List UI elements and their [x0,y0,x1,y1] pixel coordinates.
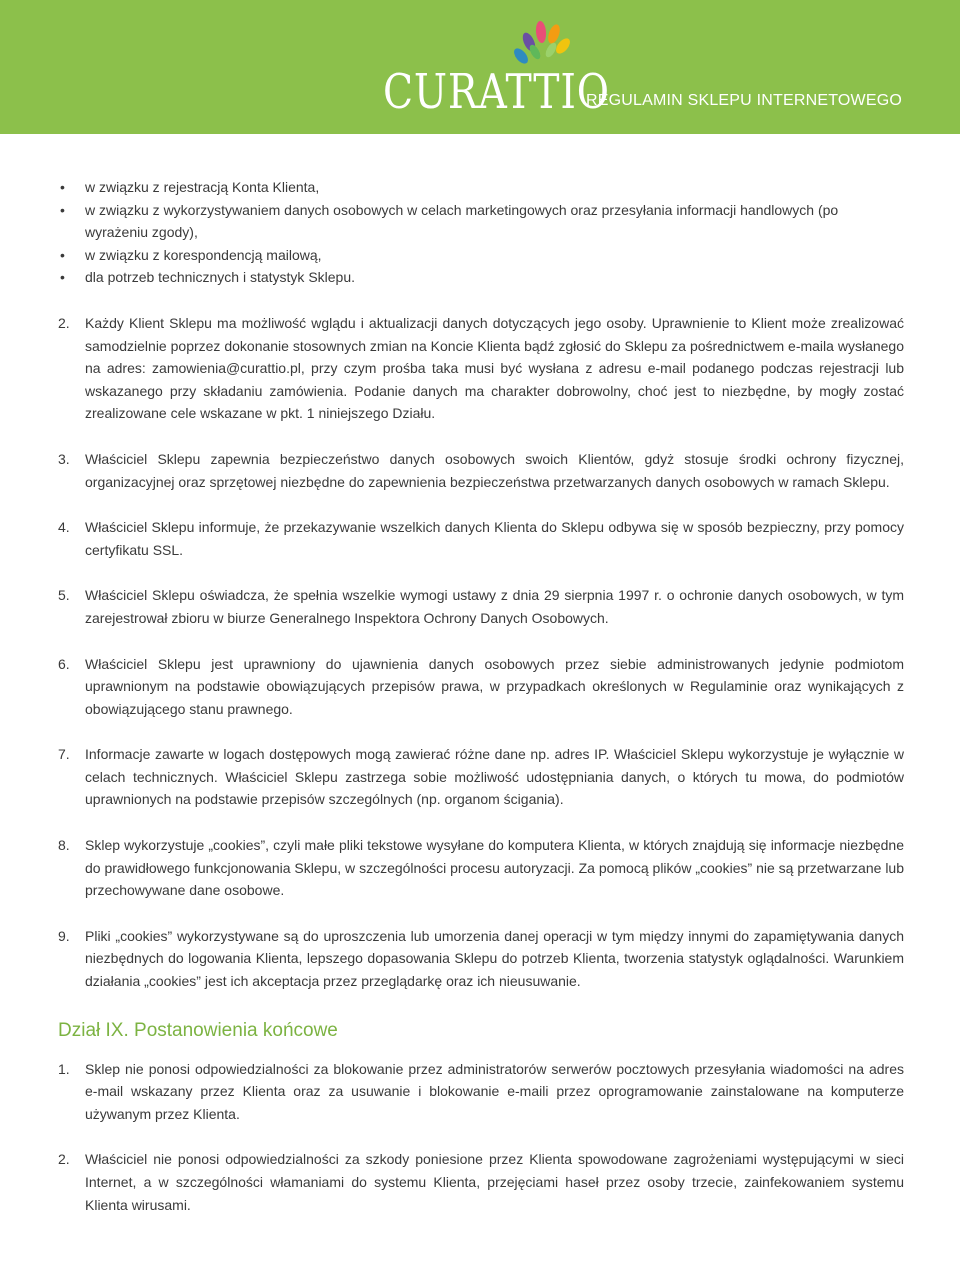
curattio-logo [383,12,610,122]
list-item: • dla potrzeb technicznych i statystyk Sklepu. [58,266,904,289]
numbered-item: 5. Właściciel Sklepu oświadcza, że spełnia wszelkie wymogi ustawy z dnia 29 sierpnia 1997 r. o ochronie danych osobowych, w tym zarejestrował zbioru w biurze Generalnego Inspektora Ochrony Danych Osobowych. [58,587,904,626]
numbered-item: 6. Właściciel Sklepu jest uprawniony do ujawnienia danych osobowych przez siebie administrowanych jedynie podmiotom uprawnionym na podstawie obowiązujących przepisów prawa, w przypadkach określonych w Regulaminie oraz wynikających z obowiązującego stanu prawnego. [58,655,904,717]
bullet-icon: • [60,246,65,263]
brand-name: CURATTIO [383,64,610,120]
numbered-item: 2. Każdy Klient Sklepu ma możliwość wglądu i aktualizacji danych dotyczących jego osoby. Uprawnienie to Klient może zrealizować samodzielnie poprzez dokonanie stosownych zmian na Koncie Klienta bądź zgłosić do Sklepu za pośrednictwem e-maila wysłanego na adres: zamowienia@curattio.pl, przy czym prośba taka musi być wysłana z adresu e-mail podanego podczas rejestracji lub wskazanego przy składaniu zamówienia. Podanie danych ma charakter dobrowolny, choć jest to niezbędne, by mogły zostać zrealizowane cele wskazane w pkt. 1 niniejszego Działu. [58,314,904,422]
bullet-icon: • [60,179,65,195]
section-heading: Dział IX. Postanowienia końcowe [58,1019,338,1041]
document-title: REGULAMIN SKLEPU INTERNETOWEGO [586,92,902,109]
page-header [0,0,960,134]
list-item: • w związku z rejestracją Konta Klienta, [58,176,904,199]
list-item: • w związku z wykorzystywaniem danych osobowych w celach marketingowych oraz przesyłania informacji handlowych (po wyrażeniu zgody), [58,199,904,244]
bullet-icon: • [60,269,65,286]
numbered-item: 3. Właściciel Sklepu zapewnia bezpieczeństwo danych osobowych swoich Klientów, gdyż stosuje środki ochrony fizycznej, organizacyjnej oraz sprzętowej niezbędne do zapewnienia bezpieczeństwa przetwarzanych danych osobowych w ramach Sklepu. [58,450,904,490]
numbered-item: 8. Sklep wykorzystuje „cookies”, czyli małe pliki tekstowe wysyłane do komputera Klienta, w których znajdują się informacje niezbędne do prawidłowego funkcjonowania Sklepu, w szczególności procesu autoryzacji. Za pomocą plików „cookies” nie są przetwarzane lub przechowywane dane osobowe. [58,837,904,899]
bullet-icon: • [60,201,65,218]
leaves-logo-icon [511,12,575,72]
numbered-item: 4. Właściciel Sklepu informuje, że przekazywanie wszelkich danych Klienta do Sklepu odbywa się w sposób bezpieczny, przy pomocy certyfikatu SSL. [58,519,904,558]
bullet-list [58,176,904,289]
numbered-item: 7. Informacje zawarte w logach dostępowych mogą zawierać różne dane np. adres IP. Właściciel Sklepu wykorzystuje je wyłącznie w celach technicznych. Właściciel Sklepu zastrzega sobie możliwość udostępniania danych, o których tu mowa, do podmiotów uprawnionych na podstawie przepisów szczególnych (np. organom ścigania). [58,746,904,808]
document-body [58,176,904,1216]
numbered-item: 1. Sklep nie ponosi odpowiedzialności za blokowanie przez administratorów serwerów pocztowych przesyłania wiadomości na adres e-mail wskazany przez Klienta oraz za usuwanie i blokowanie e-maili przez oprogramowanie zainstalowane na komputerze używanym przez Klienta. [58,1060,904,1122]
numbered-item: 2. Właściciel nie ponosi odpowiedzialności za szkody poniesione przez Klienta spowodowane zagrożeniami występującymi w sieci Internet, a w szczególności włamaniami do systemu Klienta, przejęciami haseł przez osoby trzecie, zainfekowaniem systemu Klienta wirusami. [58,1151,904,1213]
numbered-item: 9. Pliki „cookies” wykorzystywane są do uproszczenia lub umorzenia danej operacji w tym między innymi do zapamiętywania danych niezbędnych do logowania Klienta, lepszego dopasowania Sklepu do potrzeb Klienta, tworzenia statystyk oglądalności. Warunkiem działania „cookies” jest ich akceptacja przez przeglądarkę oraz ich nieusuwanie. [58,927,904,990]
list-item: • w związku z korespondencją mailową, [58,244,904,267]
